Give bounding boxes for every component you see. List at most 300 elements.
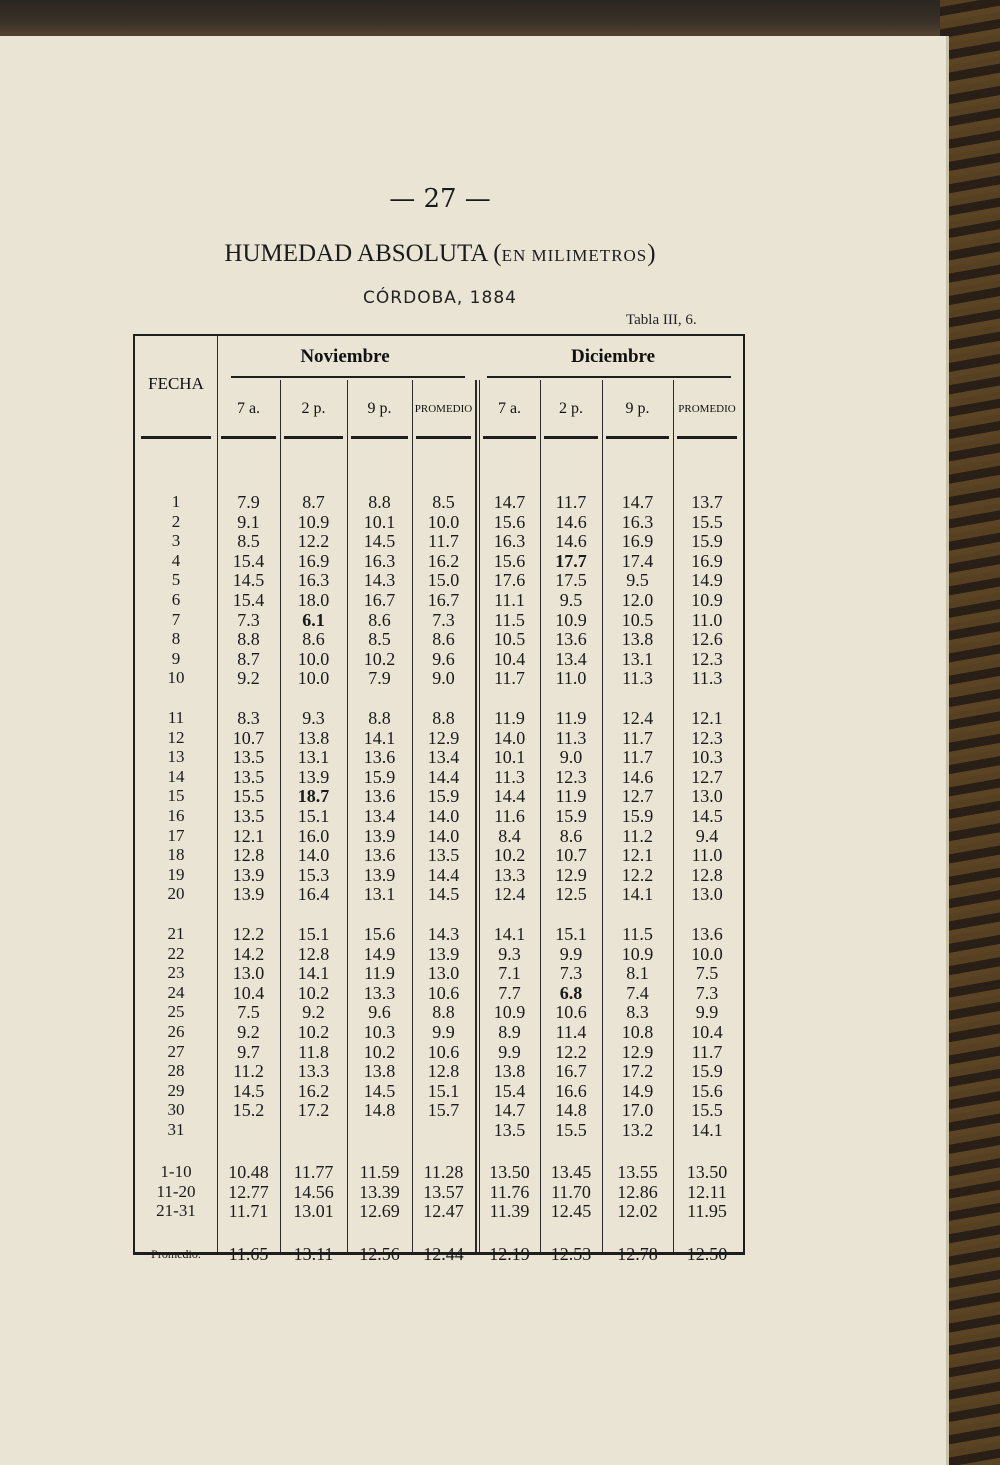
value-cell: 13.39	[359, 1182, 400, 1202]
value-cell: 13.5	[232, 747, 265, 767]
value-cell: 11.5	[622, 924, 653, 944]
value-cell: 12.53	[550, 1244, 592, 1264]
value-cell: 9.4	[695, 826, 719, 846]
value-cell: 10.9	[691, 590, 723, 610]
column-header: 7 a.	[497, 400, 522, 417]
value-cell: 10.5	[621, 610, 654, 630]
value-cell: 13.0	[691, 786, 723, 806]
value-cell: 7.3	[559, 963, 583, 983]
value-cell: 15.3	[297, 865, 330, 885]
value-cell: 12.8	[427, 1061, 460, 1081]
value-cell: 13.6	[363, 786, 396, 806]
value-cell: 14.8	[555, 1100, 587, 1120]
value-cell: 10.0	[297, 668, 330, 688]
value-cell: 15.9	[621, 806, 654, 826]
value-cell: 13.4	[427, 747, 460, 767]
value-cell: 10.3	[691, 747, 723, 767]
row-label: 3	[171, 531, 181, 550]
table-row	[135, 1002, 743, 1022]
value-cell: 11.3	[622, 668, 653, 688]
value-cell: 10.9	[621, 944, 654, 964]
value-cell: 14.1	[621, 884, 654, 904]
row-label: 20	[167, 884, 185, 903]
table-row	[135, 1081, 743, 1101]
table-row	[135, 629, 743, 649]
value-cell: 8.6	[432, 629, 455, 649]
value-cell: 9.5	[559, 590, 583, 610]
header-rule	[351, 436, 408, 439]
value-cell: 15.2	[232, 1100, 265, 1120]
table-row	[135, 708, 743, 728]
page-title	[0, 240, 880, 268]
table-row	[135, 845, 743, 865]
value-cell: 15.5	[232, 786, 265, 806]
header-rule	[483, 436, 536, 439]
value-cell: 7.9	[368, 668, 391, 688]
value-cell: 14.56	[293, 1182, 334, 1202]
value-cell: 13.6	[363, 845, 396, 865]
value-cell: 11.4	[555, 1022, 587, 1042]
value-cell: 6.1	[302, 610, 325, 630]
value-cell: 13.1	[363, 884, 396, 904]
value-cell: 18.0	[297, 590, 330, 610]
value-cell: 12.9	[621, 1042, 654, 1062]
value-cell: 12.77	[228, 1182, 269, 1202]
value-cell: 13.8	[297, 728, 330, 748]
row-label: 22	[167, 944, 185, 963]
value-cell: 7.3	[695, 983, 719, 1003]
value-cell: 14.4	[493, 786, 526, 806]
table-row	[135, 1182, 743, 1202]
value-cell: 10.2	[297, 1022, 330, 1042]
row-label: 9	[171, 649, 181, 668]
value-cell: 12.44	[423, 1244, 464, 1264]
value-cell: 6.8	[559, 983, 583, 1003]
value-cell: 13.4	[363, 806, 396, 826]
table-row	[135, 1120, 743, 1140]
value-cell: 15.5	[555, 1120, 587, 1140]
value-cell: 13.55	[617, 1162, 658, 1182]
table-row	[135, 806, 743, 826]
value-cell: 14.0	[493, 728, 526, 748]
column-header: 9 p.	[367, 400, 392, 417]
value-cell: 14.0	[427, 806, 460, 826]
table-row	[135, 590, 743, 610]
value-cell: 10.4	[232, 983, 265, 1003]
title-sub: EN MILIMETROS	[501, 246, 648, 265]
value-cell: 16.9	[621, 531, 654, 551]
value-cell: 11.0	[691, 610, 723, 630]
row-label: 12	[167, 728, 185, 747]
value-cell: 14.3	[427, 924, 460, 944]
value-cell: 11.3	[494, 767, 525, 787]
value-cell: 11.71	[228, 1201, 269, 1221]
value-cell: 8.3	[626, 1002, 649, 1022]
value-cell: 17.7	[555, 551, 587, 571]
value-cell: 13.9	[427, 944, 460, 964]
value-cell: 14.2	[232, 944, 265, 964]
title-main: HUMEDAD ABSOLUTA (	[224, 240, 502, 267]
value-cell: 12.7	[691, 767, 723, 787]
value-cell: 9.9	[498, 1042, 521, 1062]
value-cell: 14.5	[363, 531, 396, 551]
value-cell: 15.9	[555, 806, 587, 826]
value-cell: 12.7	[621, 786, 654, 806]
value-cell: 12.1	[232, 826, 265, 846]
value-cell: 10.2	[363, 649, 396, 669]
header-rule	[284, 436, 343, 439]
row-label: 28	[167, 1061, 185, 1080]
row-label: 2	[171, 512, 181, 531]
header-rule	[141, 436, 211, 439]
value-cell: 13.9	[363, 865, 396, 885]
value-cell: 14.1	[493, 924, 526, 944]
value-cell: 13.01	[293, 1201, 334, 1221]
value-cell: 9.9	[559, 944, 583, 964]
value-cell: 10.4	[493, 649, 526, 669]
table-row	[135, 944, 743, 964]
value-cell: 12.69	[359, 1201, 400, 1221]
value-cell: 15.5	[691, 512, 723, 532]
value-cell: 9.6	[432, 649, 455, 669]
value-cell: 7.7	[498, 983, 521, 1003]
row-label: 18	[167, 845, 185, 864]
value-cell: 14.1	[297, 963, 330, 983]
value-cell: 11.39	[489, 1201, 530, 1221]
value-cell: 11.3	[555, 728, 587, 748]
value-cell: 14.7	[493, 1100, 526, 1120]
value-cell: 11.9	[494, 708, 525, 728]
value-cell: 12.11	[687, 1182, 727, 1202]
value-cell: 14.4	[427, 865, 460, 885]
value-cell: 12.2	[232, 924, 265, 944]
row-label: 16	[167, 806, 185, 825]
value-cell: 14.6	[555, 512, 587, 532]
table-row	[135, 1042, 743, 1062]
value-cell: 10.7	[555, 845, 587, 865]
value-cell: 14.4	[427, 767, 460, 787]
table-row	[135, 826, 743, 846]
value-cell: 10.9	[297, 512, 330, 532]
row-label: 14	[167, 767, 185, 786]
value-cell: 7.9	[237, 492, 260, 512]
column-header: PROMEDIO	[678, 403, 736, 415]
value-cell: 11.95	[687, 1201, 727, 1221]
value-cell: 9.9	[695, 1002, 719, 1022]
value-cell: 14.9	[691, 570, 723, 590]
value-cell: 12.8	[691, 865, 723, 885]
value-cell: 13.3	[363, 983, 396, 1003]
value-cell: 15.1	[297, 924, 330, 944]
value-cell: 15.1	[555, 924, 587, 944]
row-label: 27	[167, 1042, 185, 1061]
value-cell: 16.3	[493, 531, 526, 551]
value-cell: 14.5	[427, 884, 460, 904]
value-cell: 13.0	[232, 963, 265, 983]
value-cell: 12.56	[359, 1244, 400, 1264]
value-cell: 7.1	[498, 963, 521, 983]
value-cell: 13.9	[297, 767, 330, 787]
column-header: 2 p.	[301, 400, 326, 417]
value-cell: 11.76	[489, 1182, 530, 1202]
value-cell: 8.8	[368, 708, 391, 728]
value-cell: 16.7	[363, 590, 396, 610]
month-rule	[231, 376, 465, 378]
value-cell: 13.0	[691, 884, 723, 904]
value-cell: 16.7	[427, 590, 460, 610]
value-cell: 8.8	[368, 492, 391, 512]
row-label: 6	[171, 590, 181, 609]
row-label: 19	[167, 865, 185, 884]
table-row	[135, 492, 743, 512]
column-header: 9 p.	[625, 400, 650, 417]
value-cell: 11.59	[359, 1162, 400, 1182]
row-label: 11-20	[156, 1182, 196, 1201]
value-cell: 10.9	[493, 1002, 526, 1022]
value-cell: 16.6	[555, 1081, 587, 1101]
value-cell: 14.0	[297, 845, 330, 865]
value-cell: 8.7	[237, 649, 260, 669]
value-cell: 11.7	[494, 668, 525, 688]
value-cell: 8.8	[432, 708, 455, 728]
header-rule	[544, 436, 598, 439]
value-cell: 7.3	[432, 610, 455, 630]
value-cell: 18.7	[297, 786, 330, 806]
value-cell: 8.1	[626, 963, 649, 983]
value-cell: 8.9	[498, 1022, 521, 1042]
humidity-table	[133, 334, 745, 1264]
value-cell: 13.3	[493, 865, 526, 885]
value-cell: 13.9	[232, 884, 265, 904]
value-cell: 14.0	[427, 826, 460, 846]
value-cell: 12.78	[617, 1244, 658, 1264]
value-cell: 10.2	[297, 983, 330, 1003]
row-label: 26	[167, 1022, 185, 1041]
value-cell: 14.9	[363, 944, 396, 964]
row-label: 24	[167, 983, 185, 1002]
row-label: 1-10	[160, 1162, 192, 1181]
month-header-diciembre: Diciembre	[570, 346, 656, 367]
value-cell: 11.7	[428, 531, 459, 551]
value-cell: 14.7	[621, 492, 654, 512]
value-cell: 7.5	[695, 963, 719, 983]
row-label: 13	[167, 747, 185, 766]
value-cell: 11.5	[494, 610, 525, 630]
table-row	[135, 767, 743, 787]
value-cell: 10.4	[691, 1022, 723, 1042]
value-cell: 8.8	[432, 1002, 455, 1022]
value-cell: 8.5	[368, 629, 391, 649]
value-cell: 9.0	[432, 668, 455, 688]
value-cell: 15.6	[493, 512, 526, 532]
value-cell: 9.5	[626, 570, 649, 590]
value-cell: 14.5	[691, 806, 723, 826]
fecha-header: FECHA	[148, 374, 204, 393]
table-row	[135, 512, 743, 532]
column-header: 7 a.	[236, 400, 261, 417]
table-row	[135, 649, 743, 669]
value-cell: 10.5	[493, 629, 526, 649]
value-cell: 13.2	[621, 1120, 654, 1140]
value-cell: 11.6	[494, 806, 525, 826]
book-cover-top	[0, 0, 1000, 40]
value-cell: 11.7	[555, 492, 587, 512]
row-label: 1	[171, 492, 181, 511]
value-cell: 10.6	[555, 1002, 587, 1022]
value-cell: 12.3	[691, 728, 723, 748]
value-cell: 12.6	[691, 629, 723, 649]
month-rule	[487, 376, 731, 378]
row-label: 21-31	[156, 1201, 196, 1220]
value-cell: 14.1	[691, 1120, 723, 1140]
value-cell: 13.8	[621, 629, 654, 649]
value-cell: 11.28	[423, 1162, 464, 1182]
value-cell: 11.70	[551, 1182, 591, 1202]
table-row	[135, 1022, 743, 1042]
value-cell: 16.3	[621, 512, 654, 532]
row-label: Promedio.	[151, 1247, 201, 1261]
value-cell: 13.5	[232, 806, 265, 826]
value-cell: 11.3	[691, 668, 723, 688]
column-header: PROMEDIO	[414, 403, 473, 415]
value-cell: 12.8	[232, 845, 265, 865]
value-cell: 16.7	[555, 1061, 587, 1081]
value-cell: 15.4	[493, 1081, 526, 1101]
value-cell: 8.5	[237, 531, 260, 551]
value-cell: 10.8	[621, 1022, 654, 1042]
value-cell: 7.3	[237, 610, 260, 630]
value-cell: 7.4	[626, 983, 649, 1003]
header-rule	[606, 436, 669, 439]
value-cell: 13.6	[555, 629, 587, 649]
value-cell: 12.2	[621, 865, 654, 885]
value-cell: 9.1	[237, 512, 260, 532]
value-cell: 11.9	[364, 963, 395, 983]
value-cell: 13.7	[691, 492, 723, 512]
value-cell: 12.4	[493, 884, 526, 904]
value-cell: 12.3	[691, 649, 723, 669]
table-row	[135, 1100, 743, 1120]
value-cell: 8.6	[559, 826, 583, 846]
table-row	[135, 570, 743, 590]
value-cell: 10.48	[228, 1162, 269, 1182]
value-cell: 17.4	[621, 551, 654, 571]
value-cell: 13.11	[293, 1244, 334, 1264]
value-cell: 8.7	[302, 492, 325, 512]
value-cell: 11.7	[691, 1042, 723, 1062]
table-row	[135, 924, 743, 944]
value-cell: 12.50	[686, 1244, 728, 1264]
value-cell: 13.50	[489, 1162, 530, 1182]
value-cell: 17.0	[621, 1100, 654, 1120]
table-row	[135, 668, 743, 688]
value-cell: 13.1	[621, 649, 654, 669]
value-cell: 10.6	[427, 983, 460, 1003]
row-label: 8	[171, 629, 181, 648]
value-cell: 12.1	[621, 845, 654, 865]
value-cell: 15.0	[427, 570, 460, 590]
value-cell: 13.1	[297, 747, 330, 767]
value-cell: 16.9	[297, 551, 330, 571]
table-reference: Tabla III, 6.	[626, 312, 697, 328]
value-cell: 9.3	[498, 944, 521, 964]
column-header: 2 p.	[559, 400, 583, 417]
value-cell: 14.5	[232, 570, 265, 590]
value-cell: 10.2	[363, 1042, 396, 1062]
value-cell: 13.0	[427, 963, 460, 983]
value-cell: 16.4	[297, 884, 330, 904]
value-cell: 15.6	[493, 551, 526, 571]
value-cell: 17.5	[555, 570, 587, 590]
row-label: 31	[167, 1120, 185, 1139]
value-cell: 12.1	[691, 708, 723, 728]
header-rule	[677, 436, 737, 439]
value-cell: 11.7	[622, 728, 653, 748]
table-row	[135, 747, 743, 767]
value-cell: 12.47	[423, 1201, 464, 1221]
value-cell: 15.9	[691, 1061, 723, 1081]
header-rule	[221, 436, 276, 439]
value-cell: 14.3	[363, 570, 396, 590]
table-row	[135, 1162, 743, 1182]
value-cell: 13.8	[363, 1061, 396, 1081]
value-cell: 8.6	[368, 610, 391, 630]
value-cell: 9.2	[237, 1022, 260, 1042]
value-cell: 13.6	[691, 924, 723, 944]
table-row	[135, 551, 743, 571]
value-cell: 14.5	[232, 1081, 265, 1101]
row-label: 5	[171, 570, 181, 589]
value-cell: 10.0	[427, 512, 460, 532]
value-cell: 17.2	[621, 1061, 654, 1081]
value-cell: 13.5	[232, 767, 265, 787]
value-cell: 10.3	[363, 1022, 396, 1042]
value-cell: 9.3	[302, 708, 325, 728]
month-header-noviembre: Noviembre	[300, 346, 390, 367]
value-cell: 9.9	[432, 1022, 455, 1042]
table-row	[135, 1061, 743, 1081]
value-cell: 10.0	[297, 649, 330, 669]
row-label: 10	[167, 668, 185, 687]
value-cell: 8.3	[237, 708, 260, 728]
value-cell: 8.8	[237, 629, 260, 649]
value-cell: 14.9	[621, 1081, 654, 1101]
value-cell: 14.1	[363, 728, 396, 748]
value-cell: 8.6	[302, 629, 325, 649]
value-cell: 15.7	[427, 1100, 460, 1120]
table-row	[135, 963, 743, 983]
value-cell: 8.5	[432, 492, 455, 512]
value-cell: 11.0	[691, 845, 723, 865]
value-cell: 15.1	[297, 806, 330, 826]
value-cell: 13.5	[427, 845, 460, 865]
value-cell: 13.45	[550, 1162, 592, 1182]
value-cell: 17.6	[493, 570, 526, 590]
value-cell: 14.8	[363, 1100, 396, 1120]
value-cell: 11.7	[622, 747, 653, 767]
value-cell: 9.7	[237, 1042, 260, 1062]
value-cell: 17.2	[297, 1100, 330, 1120]
value-cell: 14.6	[621, 767, 654, 787]
table-row	[135, 983, 743, 1003]
row-label: 4	[171, 551, 181, 570]
value-cell: 11.2	[622, 826, 653, 846]
value-cell: 10.1	[363, 512, 396, 532]
value-cell: 9.6	[368, 1002, 391, 1022]
value-cell: 10.2	[493, 845, 526, 865]
value-cell: 13.9	[232, 865, 265, 885]
value-cell: 11.65	[228, 1244, 269, 1264]
